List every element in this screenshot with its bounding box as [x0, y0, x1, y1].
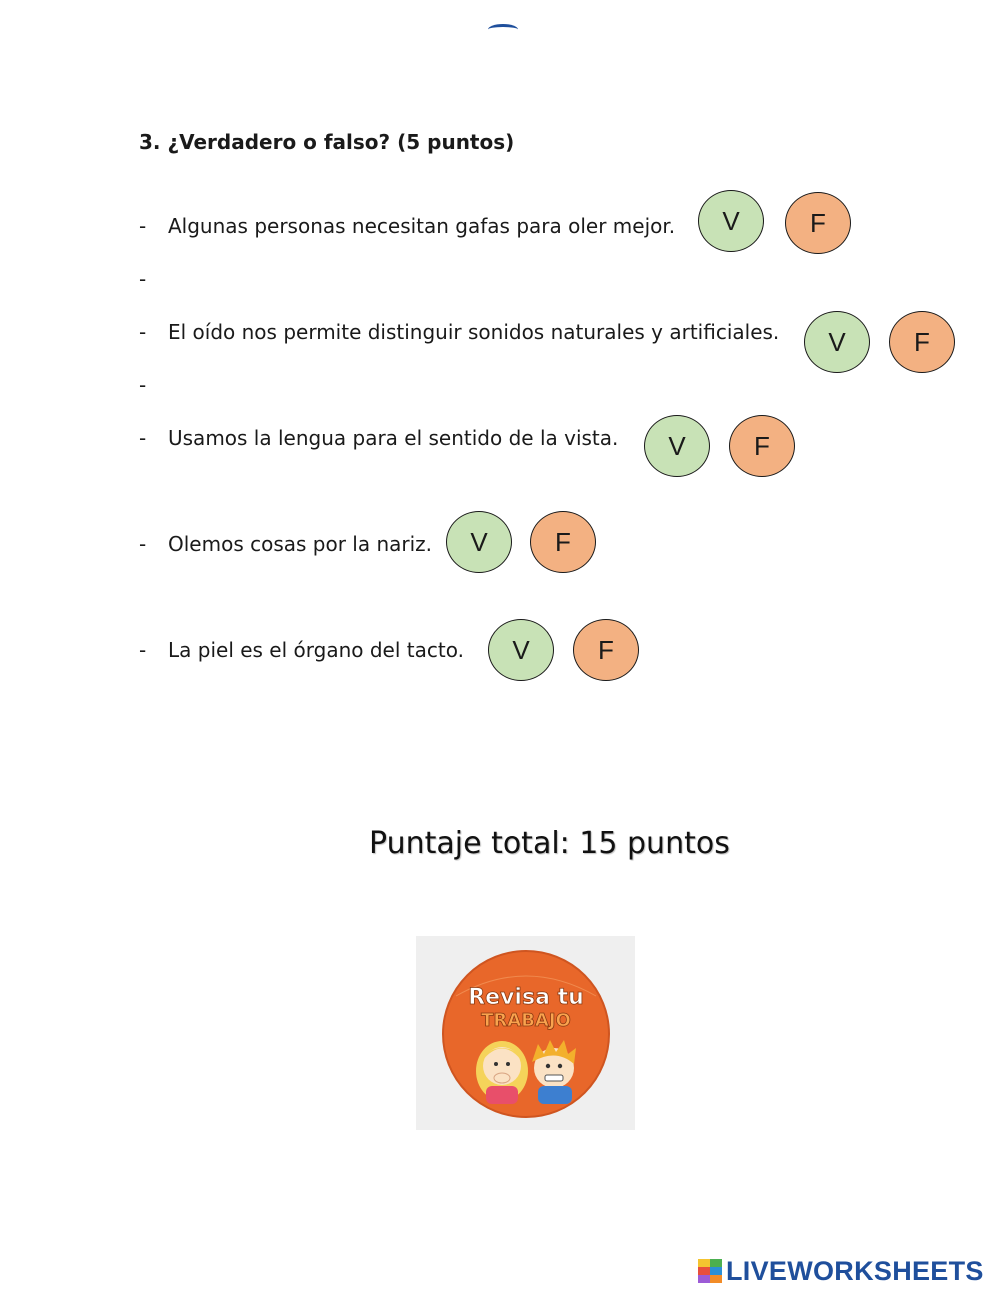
statement-4-true-button[interactable]: V	[446, 511, 512, 573]
bullet-dash: -	[139, 638, 147, 662]
statement-2-false-button[interactable]: F	[889, 311, 955, 373]
liveworksheets-icon	[698, 1259, 722, 1283]
statement-1-text: Algunas personas necesitan gafas para oler mejor.	[168, 214, 676, 238]
badge-line-2: TRABAJO	[481, 1010, 571, 1031]
review-work-badge	[416, 936, 635, 1130]
statement-3-text: Usamos la lengua para el sentido de la vista.	[168, 426, 619, 450]
badge-line-1: Revisa tu	[468, 985, 584, 1010]
statement-2-text: El oído nos permite distinguir sonidos naturales y artificiales.	[168, 320, 780, 344]
bullet-dash: -	[139, 373, 147, 397]
liveworksheets-brand: LIVEWORKSHEETS	[726, 1255, 984, 1286]
bullet-dash: -	[139, 267, 147, 291]
statement-1-false-button[interactable]: F	[785, 192, 851, 254]
liveworksheets-logo	[698, 1256, 984, 1286]
statement-2-true-button[interactable]: V	[804, 311, 870, 373]
review-badge-illustration	[416, 936, 635, 1130]
total-score: Puntaje total: 15 puntos	[369, 826, 730, 861]
statement-5-true-button[interactable]: V	[488, 619, 554, 681]
statement-4-text: Olemos cosas por la nariz.	[168, 532, 433, 556]
statement-4-false-button[interactable]: F	[530, 511, 596, 573]
question-title: 3. ¿Verdadero o falso? (5 puntos)	[139, 130, 515, 154]
bullet-dash: -	[139, 532, 147, 556]
bullet-dash: -	[139, 426, 147, 450]
statement-5-false-button[interactable]: F	[573, 619, 639, 681]
statement-1-true-button[interactable]: V	[698, 190, 764, 252]
statement-3-false-button[interactable]: F	[729, 415, 795, 477]
statement-3-true-button[interactable]: V	[644, 415, 710, 477]
bullet-dash: -	[139, 214, 147, 238]
statement-5-text: La piel es el órgano del tacto.	[168, 638, 464, 662]
header-decoration	[488, 24, 518, 35]
bullet-dash: -	[139, 320, 147, 344]
